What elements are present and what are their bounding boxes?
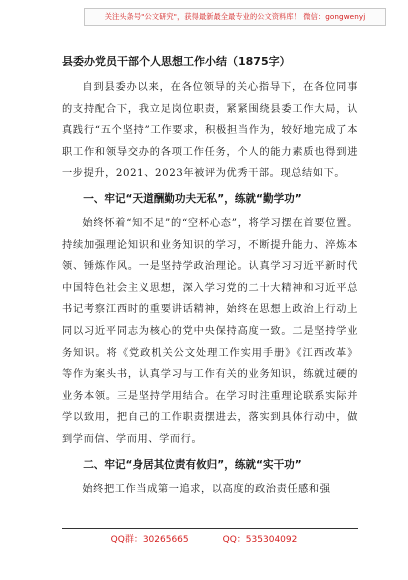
section-1-body: 始终怀着“知不足”的“空杯心态”，将学习摆在首要位置。持续加强理论知识和业务知识的学习，不断提升能力、淬炼本领、锤炼作风。一是坚持学政治理论。认真学习习近平新时代中国特色社会主义思想，深入学习党的二十大精神和习近平总书记考察江西时的重要讲话精神，始终在思想上政治上行动上同以习近平同志为核心的党中央保持高度一致。二是坚持学业务知识。将《党政机关公文处理工作实用手册》《江西改革》等作为案头书，认真学习与工作有关的业务知识，练就过硬的业务本领。三是坚持学用结合。在学习时注重理论联系实际并学以致用，把自己的工作职责摆进去，落实到具体行动中，做到学而信、学而用、学而行。: [62, 217, 358, 445]
document-body: [62, 52, 358, 500]
section-2-body: 始终把工作当成第一追求，以高度的政治责任感和强: [82, 483, 331, 495]
section-1-heading: 一、牢记“天道酬勤功夫无私”，练就“勤学功”: [83, 192, 302, 205]
header-banner-text: 关注头条号"公文研究"，获得最新最全最专业的公文资料库！ 微信：gongwenyj: [84, 8, 386, 26]
footer-divider: [62, 528, 358, 529]
intro-paragraph: 自到县委办以来，在各位领导的关心指导下，在各位同事的支持配合下，我立足岗位职责，紧紧围绕县委工作大局，认真践行“五个坚持”工作要求，积极担当作为，较好地完成了本职工作和领导交办的各项工作任务，个人的能力素质也得到进一步提升，2021、2023年被评为优秀干部。现总结如下。: [62, 82, 358, 180]
section-2-heading: 二、牢记“身居其位责有攸归”，练就“实干功”: [83, 458, 302, 471]
header-banner: [0, 8, 408, 26]
footer-qq-group: QQ群：30265665: [110, 535, 189, 545]
footer-qq: QQ：535304092: [222, 535, 298, 545]
footer: [0, 533, 408, 547]
document-title: 县委办党员干部个人思想工作小结（1875字）: [62, 55, 291, 68]
